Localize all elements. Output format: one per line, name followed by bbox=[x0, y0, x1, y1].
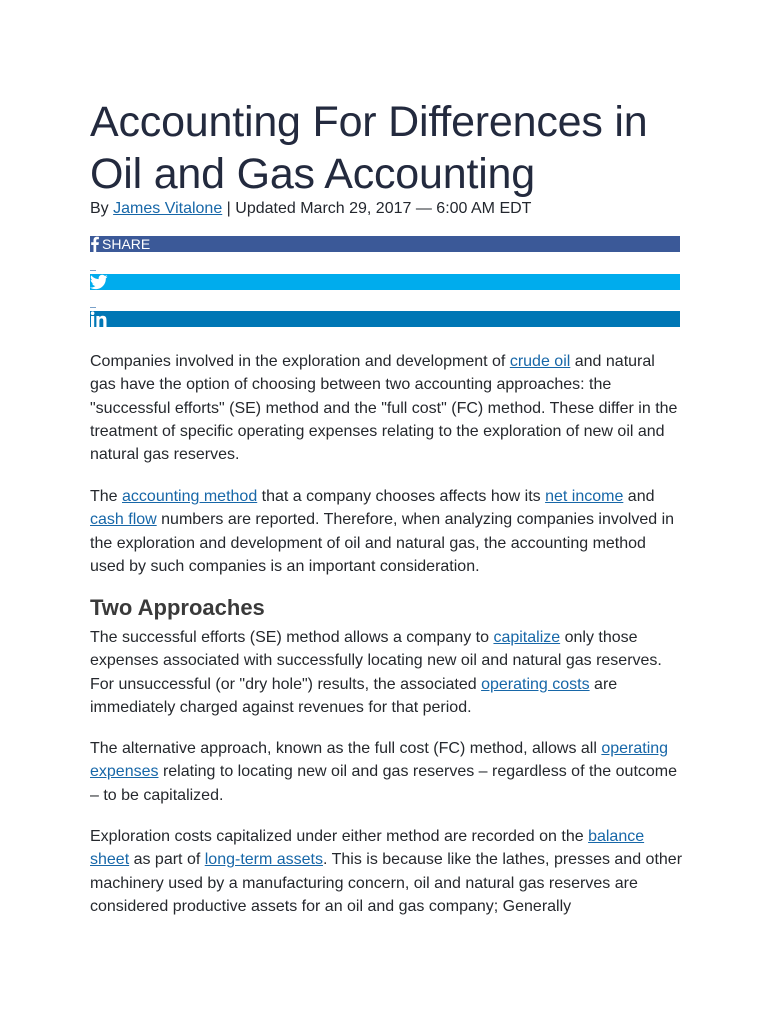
title-line-1: Accounting For Differences in bbox=[90, 98, 648, 146]
section-heading: Two Approaches bbox=[90, 595, 265, 620]
linkedin-icon bbox=[90, 311, 108, 327]
p4-text-1: The alternative approach, known as the full cost (FC) method, allows all bbox=[90, 740, 602, 757]
twitter-icon bbox=[90, 274, 108, 290]
p5-text-3: . This is because like the lathes, presses and other machinery used by a manufacturing concern, oil and natural gas reserves are considered productive assets for an oil and gas company; Generally bbox=[90, 851, 683, 915]
p2-text-1: The bbox=[90, 488, 123, 505]
link-net-income[interactable]: net income bbox=[545, 488, 624, 505]
link-capitalize[interactable]: capitalize bbox=[493, 629, 561, 646]
p2-text-3: and bbox=[623, 488, 655, 505]
facebook-share-button[interactable] bbox=[90, 236, 680, 252]
p2-text-4: numbers are reported. Therefore, when analyzing companies involved in the exploration and development of oil and natural gas, the accounting method used by such companies is an important consideration. bbox=[90, 511, 675, 575]
byline bbox=[90, 198, 531, 220]
byline-prefix: By bbox=[90, 200, 114, 217]
twitter-share-button[interactable] bbox=[90, 274, 680, 290]
divider bbox=[90, 307, 96, 308]
p5-text-1: Exploration costs capitalized under either method are recorded on the bbox=[90, 828, 589, 845]
link-long-term-assets[interactable]: long-term assets bbox=[204, 851, 323, 869]
p2-text-2: that a company chooses affects how its bbox=[257, 488, 546, 505]
link-accounting-method[interactable]: accounting method bbox=[122, 488, 258, 505]
paragraph-3 bbox=[90, 626, 684, 719]
link-cash-flow[interactable]: cash flow bbox=[90, 511, 157, 529]
p1-text-2: and natural gas have the option of choosing between two accounting approaches: the "successful efforts" (SE) method and the "full cost" (FC) method. These differ in the treatment of specific operating expenses relating to the exploration of new oil and natural gas reserves. bbox=[90, 353, 678, 464]
divider bbox=[90, 270, 96, 271]
updated-date: | Updated March 29, 2017 — 6:00 AM EDT bbox=[222, 200, 532, 217]
p1-text-1: Companies involved in the exploration and development of bbox=[90, 353, 510, 370]
paragraph-4 bbox=[90, 737, 684, 807]
link-operating-costs[interactable]: operating costs bbox=[481, 675, 590, 693]
title-line-2: Oil and Gas Accounting bbox=[90, 150, 535, 198]
p3-text-3: are immediately charged against revenues for that period. bbox=[90, 675, 618, 716]
p5-text-2: as part of bbox=[129, 851, 205, 869]
author-link[interactable]: James Vitalone bbox=[113, 200, 223, 217]
share-label: SHARE bbox=[102, 236, 151, 252]
paragraph-1 bbox=[90, 350, 684, 466]
article-title bbox=[90, 96, 690, 200]
link-balance-sheet[interactable]: balance sheet bbox=[90, 828, 645, 869]
linkedin-share-button[interactable] bbox=[90, 311, 680, 327]
facebook-icon bbox=[90, 236, 100, 252]
p3-text-2: only those expenses associated with successfully locating new oil and natural gas reserves. For unsuccessful (or "dry hole") results, the associated bbox=[90, 629, 662, 693]
p3-text-1: The successful efforts (SE) method allows a company to bbox=[90, 629, 494, 646]
paragraph-2 bbox=[90, 485, 684, 578]
paragraph-5 bbox=[90, 825, 684, 918]
link-crude-oil[interactable]: crude oil bbox=[509, 353, 571, 370]
p4-text-2: relating to locating new oil and gas reserves – regardless of the outcome – to be capitalized. bbox=[90, 763, 678, 804]
link-operating-expenses[interactable]: operating expenses bbox=[90, 740, 669, 781]
